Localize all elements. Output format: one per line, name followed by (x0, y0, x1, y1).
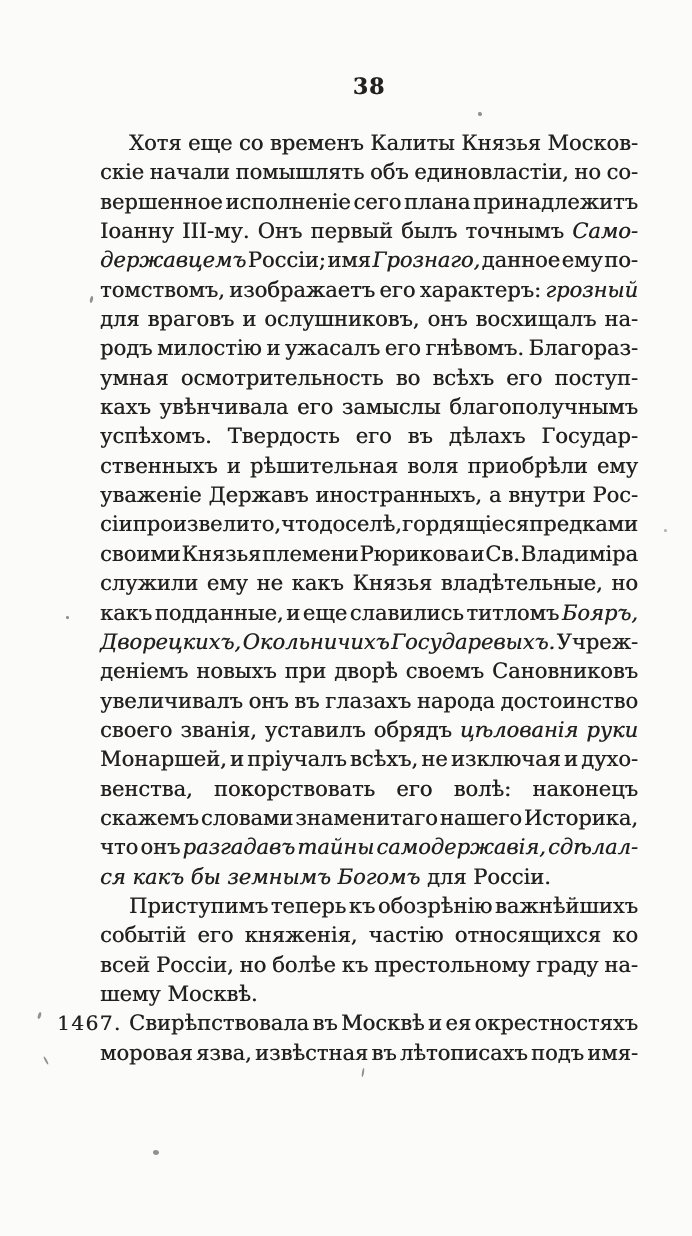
word: со- (606, 160, 638, 185)
word: уставилъ (264, 717, 366, 742)
word: Окольничихъ (242, 629, 390, 654)
word: изображаетъ (229, 277, 376, 302)
page-number: 38 (352, 74, 386, 100)
word: онъ (427, 307, 468, 332)
word: не (256, 571, 283, 596)
word: произвели (132, 512, 250, 537)
word: внутри (508, 483, 586, 508)
word: что (100, 835, 139, 860)
text-line (100, 158, 638, 187)
word: Учреж- (556, 629, 638, 654)
word: Бояръ, (561, 600, 638, 625)
word: еще (188, 131, 233, 155)
word: новыхъ (196, 659, 277, 684)
text-line (100, 510, 638, 539)
word: язва, (195, 1040, 252, 1065)
word: цѣлованія (459, 717, 579, 742)
word: наконецъ (532, 776, 638, 801)
word: своего (100, 717, 173, 742)
word: умная (100, 365, 169, 390)
word: первый (310, 219, 393, 244)
word: изключая (450, 747, 561, 772)
word: званія, (180, 717, 257, 742)
word: начали (149, 160, 230, 185)
text-line (100, 980, 638, 1009)
text-line (100, 334, 638, 363)
word: гордящіеся (402, 512, 529, 537)
word: грозный (545, 277, 638, 302)
word: данное (481, 248, 561, 273)
word: временъ (269, 131, 364, 155)
word: на- (604, 307, 638, 332)
text-line (100, 804, 638, 833)
ink-speck (43, 1056, 49, 1065)
text-line (100, 687, 638, 716)
word: какъ (291, 571, 344, 596)
word: подданные, (154, 600, 284, 625)
word: имя- (587, 1040, 638, 1065)
text-segment: шему Москвѣ. (100, 981, 258, 1006)
word: но (611, 571, 638, 596)
word: замыслы (341, 395, 441, 420)
word: Сановниковъ (491, 659, 638, 684)
word: восхищалъ (475, 307, 597, 332)
word: граду (536, 952, 599, 977)
word: скіе (100, 160, 145, 185)
word: всей (100, 952, 151, 977)
text-line (100, 951, 638, 980)
word: успѣхомъ. (100, 424, 212, 449)
word: Дворецкихъ, (100, 629, 242, 654)
word: славились (349, 600, 464, 625)
word: руки (586, 717, 638, 742)
text-line (100, 188, 638, 217)
word: глазахъ (325, 688, 412, 713)
word: Твердость (227, 424, 340, 449)
word: волѣ: (453, 776, 512, 801)
word: его (379, 277, 416, 302)
word: державцемъ (100, 248, 247, 273)
word: при (284, 659, 327, 684)
word: Онъ (257, 219, 303, 244)
word: томствомъ, (100, 277, 225, 302)
word: враговъ (147, 307, 235, 332)
text-block (100, 129, 638, 1068)
word: милостію (157, 336, 262, 361)
word: его (297, 395, 334, 420)
text-line (100, 364, 638, 393)
word: сіи (100, 512, 133, 537)
word: вершенное (100, 189, 223, 214)
word: а (488, 483, 502, 508)
word: былъ (401, 219, 458, 244)
word: престольному (374, 952, 531, 977)
word: знаменитаго (295, 805, 438, 830)
text-line (100, 305, 638, 334)
word: онъ (248, 688, 289, 713)
word: Россіи, (155, 952, 234, 977)
word: къ (348, 893, 376, 918)
word: доселѣ, (319, 512, 402, 537)
word: скажемъ (100, 805, 199, 830)
word: но (239, 952, 267, 977)
text-segment: для Россіи. (426, 864, 551, 889)
word: сдѣлал- (547, 835, 638, 860)
word: венства, (100, 776, 193, 801)
word: дѣлахъ (448, 424, 526, 449)
text-line (100, 599, 638, 628)
word: по- (604, 248, 638, 273)
word: принадлежитъ (473, 189, 638, 214)
word: то, (249, 512, 281, 537)
word: увѣнчивала (159, 395, 289, 420)
text-line (100, 833, 638, 862)
word: служили (100, 571, 199, 596)
word: частію (368, 923, 444, 948)
ink-speck (89, 296, 94, 304)
ink-speck (664, 529, 667, 532)
word: Историка, (523, 805, 638, 830)
word: въ (371, 1040, 397, 1065)
word: ему (596, 453, 638, 478)
word: покорствовать (213, 776, 375, 801)
word: лѣтописахъ (399, 1040, 528, 1065)
margin-year-note: 1467. (57, 1011, 122, 1035)
word: объ (369, 160, 409, 185)
text-line (100, 276, 638, 305)
text-line (100, 481, 638, 510)
word: Рюрикова (359, 541, 470, 566)
word: въ (407, 424, 433, 449)
word: и (286, 600, 301, 625)
word: осмотрительность (180, 365, 384, 390)
text-line (100, 422, 638, 451)
word: кахъ (100, 395, 151, 420)
text-line (100, 657, 638, 686)
text-line (100, 921, 638, 950)
word: имя (327, 248, 371, 273)
word: помышлять (235, 160, 365, 185)
word: Хотя (129, 131, 182, 155)
word: достоинство (500, 688, 638, 713)
word: Россіи; (247, 248, 326, 273)
word: во (395, 365, 421, 390)
word: ственныхъ (100, 453, 218, 478)
word: Князья (352, 571, 433, 596)
word: владѣтельные, (440, 571, 603, 596)
word: Монаршей, (100, 747, 227, 772)
word: Калиты (370, 131, 455, 155)
word: пріучалъ (247, 747, 347, 772)
word: иностранныхъ, (315, 483, 482, 508)
text-line (100, 1009, 638, 1038)
word: единовластіи, (414, 160, 569, 185)
text-line (100, 217, 638, 246)
word: характеръ: (419, 277, 542, 302)
word: увеличивалъ (100, 688, 243, 713)
word: поступ- (554, 365, 638, 390)
word: словами (200, 805, 294, 830)
word: Государевыхъ. (391, 629, 556, 654)
word: Князья (181, 541, 262, 566)
word: воля (407, 453, 459, 478)
word: исполненіе (225, 189, 351, 214)
word: Грознаго, (372, 248, 481, 273)
word: тайны (297, 835, 375, 860)
word: и (266, 336, 281, 361)
word: обрядъ (373, 717, 452, 742)
ink-speck (37, 1012, 42, 1020)
word: что (281, 512, 320, 537)
word: на- (604, 952, 638, 977)
word: и (563, 747, 578, 772)
word: и (470, 541, 485, 566)
word: разгадавъ (182, 835, 296, 860)
word: въ (294, 688, 320, 713)
word: точнымъ (465, 219, 564, 244)
word: его (396, 776, 433, 801)
word: еще (302, 600, 348, 625)
word: моровая (100, 1040, 193, 1065)
word: Государ- (541, 424, 638, 449)
text-line (100, 863, 638, 892)
text-line (100, 745, 638, 774)
word: ему (206, 571, 248, 596)
text-line (100, 1039, 638, 1068)
word: и (427, 1011, 442, 1036)
word: болѣе (272, 952, 336, 977)
word: Іоанну (100, 219, 174, 244)
word: Рос- (592, 483, 638, 508)
ink-speck (478, 112, 482, 116)
word: нашего (439, 805, 522, 830)
ink-speck (66, 616, 69, 619)
word: своемъ (405, 659, 484, 684)
word: въ (312, 1011, 338, 1036)
word: всѣхъ, (349, 747, 419, 772)
text-line (100, 246, 638, 275)
word: Державъ (208, 483, 309, 508)
ink-speck (153, 1150, 159, 1155)
word: Приступимъ (129, 893, 269, 918)
word: его (355, 424, 392, 449)
text-line (100, 393, 638, 422)
word: подъ (530, 1040, 584, 1065)
word: всѣхъ (432, 365, 494, 390)
word: Москвѣ (341, 1011, 425, 1036)
word: не (421, 747, 448, 772)
word: и (242, 307, 257, 332)
word: предками (529, 512, 638, 537)
word: къ (341, 952, 369, 977)
word: плана (403, 189, 471, 214)
word: какъ (100, 600, 153, 625)
word: своими (100, 541, 181, 566)
text-segment: ся какъ бы земнымъ Богомъ (100, 864, 421, 889)
word: относящихся (454, 923, 601, 948)
word: ко (612, 923, 638, 948)
word: Благораз- (528, 336, 638, 361)
word: уваженіе (100, 483, 202, 508)
word: Само- (572, 219, 638, 244)
text-line (100, 775, 638, 804)
word: окрестностяхъ (474, 1011, 638, 1036)
text-line (100, 892, 638, 921)
text-line (100, 716, 638, 745)
text-line (100, 452, 638, 481)
text-line (100, 628, 638, 657)
word: дворѣ (334, 659, 398, 684)
word: ужасалъ (284, 336, 381, 361)
word: его (384, 336, 421, 361)
word: Владиміра (520, 541, 638, 566)
word: извѣстная (255, 1040, 369, 1065)
text-line (100, 569, 638, 598)
word: Свирѣпствовала (129, 1011, 310, 1036)
word: сего (353, 189, 402, 214)
word: ему (561, 248, 603, 273)
word: но (574, 160, 601, 185)
word: ослушниковъ, (264, 307, 420, 332)
word: Князья (461, 131, 541, 155)
word: духо- (581, 747, 638, 772)
word: деніемъ (100, 659, 189, 684)
word: приобрѣли (467, 453, 588, 478)
word: теперь (270, 893, 347, 918)
word: Св. (485, 541, 520, 566)
word: важнѣйшихъ (494, 893, 638, 918)
word: титломъ (466, 600, 560, 625)
word: родъ (100, 336, 153, 361)
word: рѣшительная (249, 453, 399, 478)
word: его (506, 365, 543, 390)
word: княженія, (244, 923, 358, 948)
text-line (100, 129, 638, 158)
word: гнѣвомъ. (425, 336, 524, 361)
word: благополучнымъ (449, 395, 638, 420)
word: III-му. (182, 219, 250, 244)
word: народа (416, 688, 495, 713)
word: ея (445, 1011, 472, 1036)
word: и (226, 453, 241, 478)
word: онъ (140, 835, 181, 860)
text-line (100, 540, 638, 569)
word: со (238, 131, 264, 155)
word: его (197, 923, 234, 948)
word: самодержавія, (376, 835, 546, 860)
word: племени (262, 541, 359, 566)
word: обозрѣнію (377, 893, 493, 918)
ink-speck (361, 1068, 365, 1077)
word: для (100, 307, 140, 332)
word: и (229, 747, 244, 772)
word: событій (100, 923, 187, 948)
word: Москов- (547, 131, 638, 155)
